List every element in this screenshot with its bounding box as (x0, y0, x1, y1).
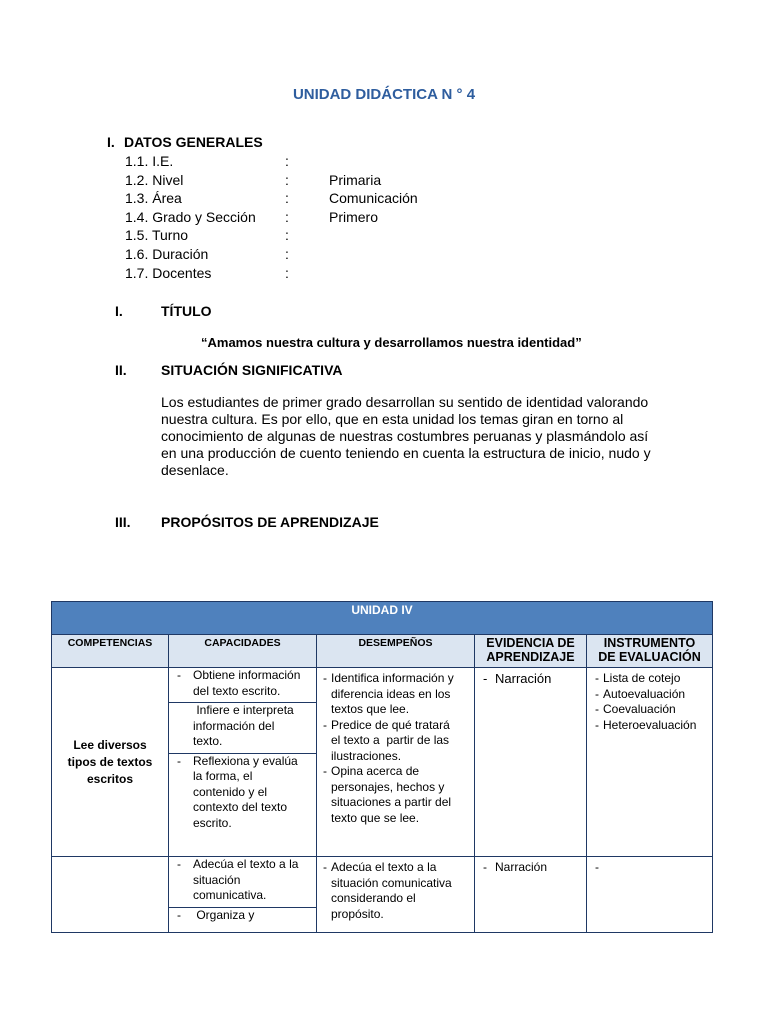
bullet-dash: - (483, 860, 487, 874)
item-line: información del (193, 718, 275, 733)
instrumento-dash: - (595, 860, 599, 874)
header-evidencia (475, 635, 587, 668)
evidencia-text: Narración (495, 860, 548, 874)
item-line: la forma, el (193, 769, 253, 783)
section-titulo-numeral: I. (115, 303, 123, 319)
item-line: situaciones a partir del (331, 795, 452, 809)
instrumentos-cell (587, 668, 713, 857)
item-line: contenido y el (193, 784, 268, 799)
item-line: diferencia ideas en los (331, 686, 451, 701)
instrumento-item (591, 718, 708, 734)
bullet-dash: - (483, 671, 488, 686)
item-line: Identifica información y (331, 671, 454, 685)
desempeno-item (319, 671, 470, 718)
item-line: del texto escrito. (193, 683, 281, 698)
document-title: UNIDAD DIDÁCTICA N ° 4 (292, 86, 476, 103)
section-propositos-numeral: III. (115, 514, 131, 530)
situacion-paragraph (161, 394, 661, 479)
bullet-dash: - (595, 702, 599, 716)
header-capacidades: CAPACIDADES (169, 635, 317, 668)
item-line: ilustraciones. (331, 748, 402, 763)
item-line: Infiere e interpreta (193, 703, 294, 717)
instrumento-item (591, 687, 708, 703)
competencia-line: tipos de textos (67, 754, 153, 769)
desempenos-cell (317, 668, 475, 857)
header-competencias: COMPETENCIAS (52, 635, 169, 668)
item-text: Autoevaluación (603, 686, 686, 701)
instrumento-item (591, 671, 708, 687)
datos-separator: : (285, 208, 289, 225)
datos-label: 1.2. Nivel (125, 171, 184, 188)
header-instrumento-line: INSTRUMENTO (603, 636, 696, 650)
item-text: Lista de cotejo (603, 671, 681, 685)
competencia-cell-empty (52, 857, 169, 933)
item-line: texto. (193, 734, 223, 748)
capacidad-item (169, 908, 316, 927)
header-evidencia-line: APRENDIZAJE (486, 650, 575, 664)
situacion-line: nuestra cultura. Es por ello, que en esta unidad los temas giran en torno al (161, 411, 624, 427)
desempeno-item (319, 860, 470, 922)
header-desempenos: DESEMPEÑOS (317, 635, 475, 668)
bullet-dash: - (177, 668, 181, 682)
bullet-dash: - (177, 907, 181, 922)
datos-label: 1.3. Área (125, 190, 182, 207)
bullet-dash: - (323, 671, 327, 685)
capacidad-item (169, 703, 316, 754)
capacidad-item (169, 668, 316, 703)
datos-separator: : (285, 171, 289, 188)
section-datos-heading: DATOS GENERALES (124, 134, 263, 150)
item-line: Predice de qué tratará (331, 717, 450, 732)
datos-separator: : (285, 153, 289, 169)
item-line: situación comunicativa (331, 875, 452, 890)
bullet-dash: - (323, 764, 327, 778)
header-evidencia-line: EVIDENCIA DE (486, 636, 575, 650)
bullet-dash: - (595, 686, 599, 701)
section-situacion-numeral: II. (115, 362, 127, 378)
datos-separator: : (285, 227, 289, 244)
competencia-line: Lee diversos (73, 737, 147, 752)
item-text: Heteroevaluación (603, 717, 697, 732)
datos-value: Primaria (329, 171, 382, 188)
item-line: escrito. (193, 815, 232, 830)
item-line: Reflexiona y evalúa (193, 753, 298, 768)
desempeno-item (319, 764, 470, 826)
situacion-line: conocimiento de algunas de nuestras costumbres peruanas y plasmándolo así (161, 428, 649, 444)
bullet-dash: - (323, 717, 327, 732)
propositos-table (51, 601, 713, 933)
capacidades-cell (169, 857, 317, 933)
section-situacion-heading: SITUACIÓN SIGNIFICATIVA (161, 362, 343, 378)
item-line: comunicativa. (193, 888, 267, 902)
item-text: Coevaluación (603, 702, 676, 716)
item-line: textos que lee. (331, 702, 410, 716)
unit-title-text: “Amamos nuestra cultura y desarrollamos nuestra identidad” (201, 335, 582, 350)
item-line: personajes, hechos y (331, 779, 445, 794)
bullet-dash: - (595, 717, 599, 732)
item-line: considerando el (331, 891, 416, 905)
bullet-dash (173, 703, 193, 750)
capacidades-cell (169, 668, 317, 857)
bullet-dash: - (595, 671, 599, 685)
item-line: Adecúa el texto a la (331, 860, 437, 874)
situacion-line: en una producción de cuento teniendo en cuenta la estructura de inicio, nudo y (161, 445, 651, 461)
item-line: situación (193, 872, 241, 887)
datos-separator: : (285, 190, 289, 207)
item-line: texto que se lee. (331, 810, 420, 825)
datos-separator: : (285, 246, 289, 262)
table-band-title: UNIDAD IV (52, 602, 713, 635)
bullet-dash: - (177, 857, 181, 871)
section-propositos-heading: PROPÓSITOS DE APRENDIZAJE (161, 514, 379, 530)
instrumento-cell (587, 857, 713, 933)
evidencia-cell (475, 668, 587, 857)
section-datos-numeral: I. (107, 134, 115, 150)
capacidad-item (169, 754, 316, 835)
datos-label: 1.1. I.E. (125, 153, 174, 169)
datos-label: 1.4. Grado y Sección (125, 208, 256, 225)
item-line: el texto a partir de las (331, 733, 450, 747)
bullet-dash: - (177, 753, 181, 768)
datos-label: 1.7. Docentes (125, 264, 212, 281)
datos-label: 1.6. Duración (125, 246, 209, 262)
item-line: Organiza y (193, 907, 255, 922)
item-line: Opina acerca de (331, 764, 420, 778)
evidencia-text: Narración (495, 671, 552, 686)
section-titulo-heading: TÍTULO (161, 303, 212, 319)
item-line: Adecúa el texto a la (193, 857, 299, 871)
datos-value: Comunicación (329, 190, 418, 207)
bullet-dash: - (323, 860, 327, 874)
datos-separator: : (285, 264, 289, 281)
datos-value: Primero (329, 208, 379, 225)
competencia-line: escritos (86, 771, 134, 786)
instrumento-item (591, 702, 708, 718)
header-instrumento (587, 635, 713, 668)
item-line: Obtiene información (193, 668, 301, 682)
desempeno-item (319, 718, 470, 765)
competencia-cell (52, 668, 169, 857)
header-instrumento-line: DE EVALUACIÓN (598, 650, 701, 664)
situacion-line: desenlace. (161, 462, 229, 478)
item-line: propósito. (331, 906, 384, 921)
evidencia-cell (475, 857, 587, 933)
capacidad-item (169, 857, 316, 908)
datos-label: 1.5. Turno (125, 227, 189, 244)
desempenos-cell (317, 857, 475, 933)
situacion-line: Los estudiantes de primer grado desarrollan su sentido de identidad valorando (161, 394, 649, 410)
item-line: contexto del texto (193, 800, 288, 814)
